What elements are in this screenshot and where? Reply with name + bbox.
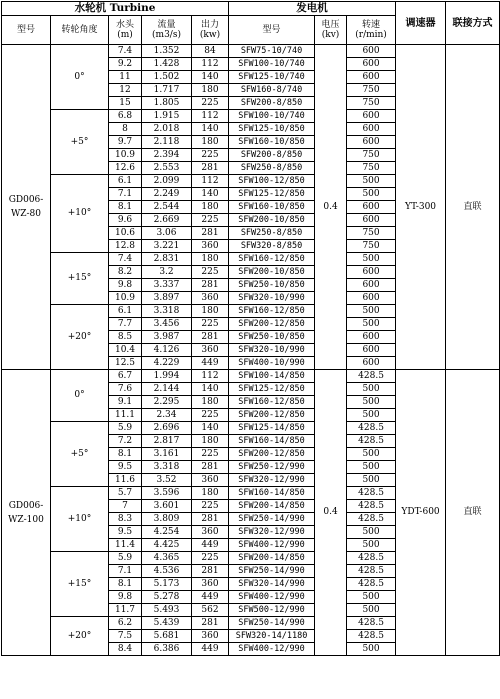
power-cell: 225 — [192, 500, 229, 513]
gen-model-cell: SFW160-12/850 — [229, 396, 315, 409]
flow-cell: 2.544 — [142, 201, 192, 214]
flow-cell: 4.126 — [142, 344, 192, 357]
gen-model-cell: SFW250-10/850 — [229, 279, 315, 292]
flow-cell: 3.809 — [142, 513, 192, 526]
head-cell: 10.4 — [109, 344, 142, 357]
speed-cell: 600 — [347, 123, 396, 136]
speed-cell: 750 — [347, 149, 396, 162]
head-cell: 7.1 — [109, 188, 142, 201]
speed-cell: 428.5 — [347, 617, 396, 630]
flow-cell: 3.221 — [142, 240, 192, 253]
gen-model-cell: SFW200-10/850 — [229, 266, 315, 279]
flow-cell: 5.439 — [142, 617, 192, 630]
power-cell: 562 — [192, 604, 229, 617]
power-cell: 360 — [192, 526, 229, 539]
gen-model-cell: SFW200-12/850 — [229, 448, 315, 461]
speed-cell: 500 — [347, 175, 396, 188]
flow-cell: 1.805 — [142, 97, 192, 110]
speed-cell: 600 — [347, 201, 396, 214]
head-cell: 12.5 — [109, 357, 142, 370]
gen-model-cell: SFW320-14/990 — [229, 578, 315, 591]
flow-cell: 1.915 — [142, 110, 192, 123]
connection-cell: 直联 — [446, 45, 500, 370]
blade-angle-header: 转轮角度 — [51, 16, 109, 45]
power-cell: 84 — [192, 45, 229, 58]
turbine-header: 水轮机 Turbine — [2, 2, 229, 16]
blade-angle-cell: +5° — [51, 422, 109, 487]
flow-cell: 4.365 — [142, 552, 192, 565]
speed-cell: 500 — [347, 253, 396, 266]
turbine-spec-table — [1, 1, 500, 656]
power-cell: 225 — [192, 149, 229, 162]
head-cell: 12.8 — [109, 240, 142, 253]
gen-model-cell: SFW250-8/850 — [229, 227, 315, 240]
speed-cell: 428.5 — [347, 630, 396, 643]
flow-cell: 2.553 — [142, 162, 192, 175]
head-cell: 7.1 — [109, 565, 142, 578]
flow-cell: 3.318 — [142, 305, 192, 318]
speed-cell: 428.5 — [347, 565, 396, 578]
head-cell: 9.6 — [109, 214, 142, 227]
gen-model-cell: SFW125-12/850 — [229, 383, 315, 396]
head-cell: 11.6 — [109, 474, 142, 487]
flow-cell: 4.229 — [142, 357, 192, 370]
voltage-cell: 0.4 — [315, 370, 347, 656]
speed-cell: 428.5 — [347, 435, 396, 448]
power-cell: 281 — [192, 461, 229, 474]
speed-cell: 600 — [347, 344, 396, 357]
gen-model-cell: SFW200-14/850 — [229, 500, 315, 513]
head-cell: 6.2 — [109, 617, 142, 630]
power-cell: 360 — [192, 344, 229, 357]
speed-cell: 428.5 — [347, 370, 396, 383]
gen-model-cell: SFW160-8/740 — [229, 84, 315, 97]
speed-cell: 500 — [347, 461, 396, 474]
head-cell: 11.7 — [109, 604, 142, 617]
speed-cell: 500 — [347, 305, 396, 318]
power-cell: 225 — [192, 318, 229, 331]
power-cell: 281 — [192, 227, 229, 240]
flow-cell: 3.987 — [142, 331, 192, 344]
head-cell: 8 — [109, 123, 142, 136]
head-cell: 8.1 — [109, 201, 142, 214]
head-cell: 10.6 — [109, 227, 142, 240]
power-cell: 281 — [192, 331, 229, 344]
head-cell: 11.4 — [109, 539, 142, 552]
power-cell: 449 — [192, 357, 229, 370]
table-row — [2, 370, 500, 383]
head-cell: 6.7 — [109, 370, 142, 383]
model-cell: GD006-WZ-80 — [2, 45, 51, 370]
power-cell: 140 — [192, 188, 229, 201]
flow-cell: 2.118 — [142, 136, 192, 149]
speed-cell: 428.5 — [347, 487, 396, 500]
gen-model-cell: SFW250-14/990 — [229, 513, 315, 526]
head-cell: 7.4 — [109, 45, 142, 58]
head-cell: 12 — [109, 84, 142, 97]
power-cell: 180 — [192, 253, 229, 266]
gen-model-cell: SFW250-8/850 — [229, 162, 315, 175]
head-cell: 11.1 — [109, 409, 142, 422]
head-cell: 8.3 — [109, 513, 142, 526]
head-cell: 6.1 — [109, 175, 142, 188]
speed-header: 转速 (r/min) — [347, 16, 396, 45]
governor-header: 调速器 — [396, 2, 446, 45]
head-cell: 15 — [109, 97, 142, 110]
power-header: 出力 (kw) — [192, 16, 229, 45]
blade-angle-cell: +10° — [51, 175, 109, 253]
flow-cell: 2.669 — [142, 214, 192, 227]
gen-model-cell: SFW200-8/850 — [229, 97, 315, 110]
head-cell: 8.1 — [109, 448, 142, 461]
speed-cell: 500 — [347, 409, 396, 422]
head-cell: 11 — [109, 71, 142, 84]
power-cell: 225 — [192, 552, 229, 565]
flow-cell: 4.254 — [142, 526, 192, 539]
speed-cell: 600 — [347, 71, 396, 84]
speed-cell: 600 — [347, 292, 396, 305]
blade-angle-cell: 0° — [51, 370, 109, 422]
head-cell: 6.1 — [109, 305, 142, 318]
gen-model-cell: SFW200-12/850 — [229, 409, 315, 422]
gen-model-cell: SFW125-10/740 — [229, 71, 315, 84]
speed-cell: 600 — [347, 331, 396, 344]
gen-model-cell: SFW200-12/850 — [229, 318, 315, 331]
power-cell: 180 — [192, 136, 229, 149]
connection-cell: 直联 — [446, 370, 500, 656]
speed-cell: 600 — [347, 58, 396, 71]
power-cell: 225 — [192, 266, 229, 279]
speed-cell: 500 — [347, 591, 396, 604]
speed-cell: 750 — [347, 97, 396, 110]
flow-cell: 3.2 — [142, 266, 192, 279]
gen-model-cell: SFW75-10/740 — [229, 45, 315, 58]
gen-model-cell: SFW200-10/850 — [229, 214, 315, 227]
power-cell: 180 — [192, 396, 229, 409]
power-cell: 225 — [192, 448, 229, 461]
flow-cell: 5.681 — [142, 630, 192, 643]
head-cell: 5.9 — [109, 552, 142, 565]
head-cell: 9.2 — [109, 58, 142, 71]
power-cell: 180 — [192, 201, 229, 214]
gen-model-cell: SFW320-12/990 — [229, 474, 315, 487]
generator-header: 发电机 — [229, 2, 396, 16]
speed-cell: 428.5 — [347, 552, 396, 565]
flow-cell: 2.099 — [142, 175, 192, 188]
power-cell: 225 — [192, 409, 229, 422]
table-body — [2, 45, 500, 656]
power-cell: 281 — [192, 279, 229, 292]
gen-model-cell: SFW320-12/990 — [229, 526, 315, 539]
gen-model-cell: SFW160-10/850 — [229, 201, 315, 214]
head-cell: 9.7 — [109, 136, 142, 149]
speed-cell: 600 — [347, 357, 396, 370]
head-cell: 8.4 — [109, 643, 142, 656]
power-cell: 112 — [192, 175, 229, 188]
gen-model-cell: SFW160-10/850 — [229, 136, 315, 149]
power-cell: 360 — [192, 240, 229, 253]
gen-model-cell: SFW400-10/990 — [229, 357, 315, 370]
power-cell: 281 — [192, 513, 229, 526]
power-cell: 112 — [192, 110, 229, 123]
gen-model-cell: SFW160-14/850 — [229, 435, 315, 448]
power-cell: 225 — [192, 97, 229, 110]
blade-angle-cell: +5° — [51, 110, 109, 175]
model-header: 型号 — [2, 16, 51, 45]
head-cell: 5.7 — [109, 487, 142, 500]
gen-model-cell: SFW250-14/990 — [229, 617, 315, 630]
speed-cell: 500 — [347, 396, 396, 409]
speed-cell: 500 — [347, 643, 396, 656]
head-cell: 9.1 — [109, 396, 142, 409]
power-cell: 140 — [192, 383, 229, 396]
power-cell: 140 — [192, 71, 229, 84]
flow-cell: 2.144 — [142, 383, 192, 396]
head-cell: 10.9 — [109, 149, 142, 162]
speed-cell: 428.5 — [347, 422, 396, 435]
speed-cell: 500 — [347, 539, 396, 552]
flow-cell: 3.161 — [142, 448, 192, 461]
flow-cell: 2.249 — [142, 188, 192, 201]
speed-cell: 750 — [347, 227, 396, 240]
gen-model-cell: SFW400-12/990 — [229, 591, 315, 604]
header-row-1 — [2, 2, 500, 16]
speed-cell: 750 — [347, 240, 396, 253]
blade-angle-cell: +15° — [51, 552, 109, 617]
gen-model-cell: SFW250-12/990 — [229, 461, 315, 474]
speed-cell: 600 — [347, 136, 396, 149]
flow-cell: 3.337 — [142, 279, 192, 292]
gen-model-cell: SFW125-10/850 — [229, 123, 315, 136]
gen-model-cell: SFW125-14/850 — [229, 422, 315, 435]
speed-cell: 600 — [347, 214, 396, 227]
speed-cell: 600 — [347, 266, 396, 279]
power-cell: 180 — [192, 435, 229, 448]
head-cell: 7.2 — [109, 435, 142, 448]
head-cell: 6.8 — [109, 110, 142, 123]
gen-model-cell: SFW200-8/850 — [229, 149, 315, 162]
gen-model-cell: SFW160-12/850 — [229, 253, 315, 266]
blade-angle-cell: +15° — [51, 253, 109, 305]
table-row — [2, 45, 500, 58]
governor-cell: YT-300 — [396, 45, 446, 370]
flow-cell: 1.428 — [142, 58, 192, 71]
flow-cell: 3.897 — [142, 292, 192, 305]
power-cell: 281 — [192, 617, 229, 630]
head-cell: 7 — [109, 500, 142, 513]
power-cell: 360 — [192, 292, 229, 305]
blade-angle-cell: +20° — [51, 305, 109, 370]
head-cell: 7.6 — [109, 383, 142, 396]
flow-cell: 4.425 — [142, 539, 192, 552]
gen-model-cell: SFW400-12/990 — [229, 643, 315, 656]
speed-cell: 750 — [347, 162, 396, 175]
speed-cell: 500 — [347, 318, 396, 331]
gen-model-cell: SFW100-12/850 — [229, 175, 315, 188]
speed-cell: 500 — [347, 188, 396, 201]
flow-cell: 5.493 — [142, 604, 192, 617]
gen-model-cell: SFW100-10/740 — [229, 110, 315, 123]
voltage-cell: 0.4 — [315, 45, 347, 370]
power-cell: 449 — [192, 539, 229, 552]
speed-cell: 500 — [347, 448, 396, 461]
flow-header: 流量 (m3/s) — [142, 16, 192, 45]
head-cell: 9.8 — [109, 591, 142, 604]
flow-cell: 3.52 — [142, 474, 192, 487]
power-cell: 281 — [192, 162, 229, 175]
power-cell: 449 — [192, 591, 229, 604]
speed-cell: 500 — [347, 604, 396, 617]
head-cell: 7.4 — [109, 253, 142, 266]
flow-cell: 2.831 — [142, 253, 192, 266]
head-cell: 7.7 — [109, 318, 142, 331]
gen-model-cell: SFW500-12/990 — [229, 604, 315, 617]
speed-cell: 500 — [347, 474, 396, 487]
flow-cell: 2.696 — [142, 422, 192, 435]
gen-model-cell: SFW250-10/850 — [229, 331, 315, 344]
power-cell: 449 — [192, 643, 229, 656]
power-cell: 112 — [192, 58, 229, 71]
head-cell: 9.5 — [109, 526, 142, 539]
power-cell: 140 — [192, 123, 229, 136]
flow-cell: 3.06 — [142, 227, 192, 240]
power-cell: 225 — [192, 214, 229, 227]
gen-model-cell: SFW400-12/990 — [229, 539, 315, 552]
power-cell: 140 — [192, 422, 229, 435]
gen-model-cell: SFW200-14/850 — [229, 552, 315, 565]
speed-cell: 600 — [347, 110, 396, 123]
flow-cell: 3.601 — [142, 500, 192, 513]
head-cell: 10.9 — [109, 292, 142, 305]
speed-cell: 428.5 — [347, 513, 396, 526]
power-cell: 180 — [192, 84, 229, 97]
head-cell: 8.2 — [109, 266, 142, 279]
head-cell: 12.6 — [109, 162, 142, 175]
connection-header: 联接方式 — [446, 2, 500, 45]
flow-cell: 3.318 — [142, 461, 192, 474]
flow-cell: 2.018 — [142, 123, 192, 136]
power-cell: 360 — [192, 578, 229, 591]
flow-cell: 1.502 — [142, 71, 192, 84]
power-cell: 360 — [192, 474, 229, 487]
head-cell: 7.5 — [109, 630, 142, 643]
flow-cell: 5.173 — [142, 578, 192, 591]
head-header: 水头 (m) — [109, 16, 142, 45]
gen-model-cell: SFW100-10/740 — [229, 58, 315, 71]
gen-model-cell: SFW320-8/850 — [229, 240, 315, 253]
speed-cell: 428.5 — [347, 500, 396, 513]
flow-cell: 1.717 — [142, 84, 192, 97]
speed-cell: 600 — [347, 45, 396, 58]
gen-model-cell: SFW125-12/850 — [229, 188, 315, 201]
flow-cell: 5.278 — [142, 591, 192, 604]
power-cell: 180 — [192, 305, 229, 318]
head-cell: 9.5 — [109, 461, 142, 474]
gen-model-cell: SFW100-14/850 — [229, 370, 315, 383]
head-cell: 9.8 — [109, 279, 142, 292]
gen-model-cell: SFW160-14/850 — [229, 487, 315, 500]
flow-cell: 6.386 — [142, 643, 192, 656]
blade-angle-cell: +10° — [51, 487, 109, 552]
flow-cell: 2.394 — [142, 149, 192, 162]
gen-model-cell: SFW320-10/990 — [229, 292, 315, 305]
head-cell: 8.1 — [109, 578, 142, 591]
gen-model-cell: SFW320-14/1180 — [229, 630, 315, 643]
blade-angle-cell: 0° — [51, 45, 109, 110]
speed-cell: 750 — [347, 84, 396, 97]
power-cell: 180 — [192, 487, 229, 500]
gen-model-cell: SFW250-14/990 — [229, 565, 315, 578]
blade-angle-cell: +20° — [51, 617, 109, 656]
flow-cell: 4.536 — [142, 565, 192, 578]
flow-cell: 2.295 — [142, 396, 192, 409]
head-cell: 5.9 — [109, 422, 142, 435]
power-cell: 281 — [192, 565, 229, 578]
power-cell: 112 — [192, 370, 229, 383]
model-cell: GD006-WZ-100 — [2, 370, 51, 656]
flow-cell: 1.352 — [142, 45, 192, 58]
governor-cell: YDT-600 — [396, 370, 446, 656]
gen-model-cell: SFW320-10/990 — [229, 344, 315, 357]
flow-cell: 2.817 — [142, 435, 192, 448]
gen-model-cell: SFW160-12/850 — [229, 305, 315, 318]
speed-cell: 500 — [347, 383, 396, 396]
speed-cell: 428.5 — [347, 578, 396, 591]
head-cell: 8.5 — [109, 331, 142, 344]
voltage-header: 电压 (kv) — [315, 16, 347, 45]
flow-cell: 3.456 — [142, 318, 192, 331]
flow-cell: 2.34 — [142, 409, 192, 422]
power-cell: 360 — [192, 630, 229, 643]
speed-cell: 500 — [347, 526, 396, 539]
speed-cell: 600 — [347, 279, 396, 292]
flow-cell: 1.994 — [142, 370, 192, 383]
gen-model-header: 型号 — [229, 16, 315, 45]
flow-cell: 3.596 — [142, 487, 192, 500]
